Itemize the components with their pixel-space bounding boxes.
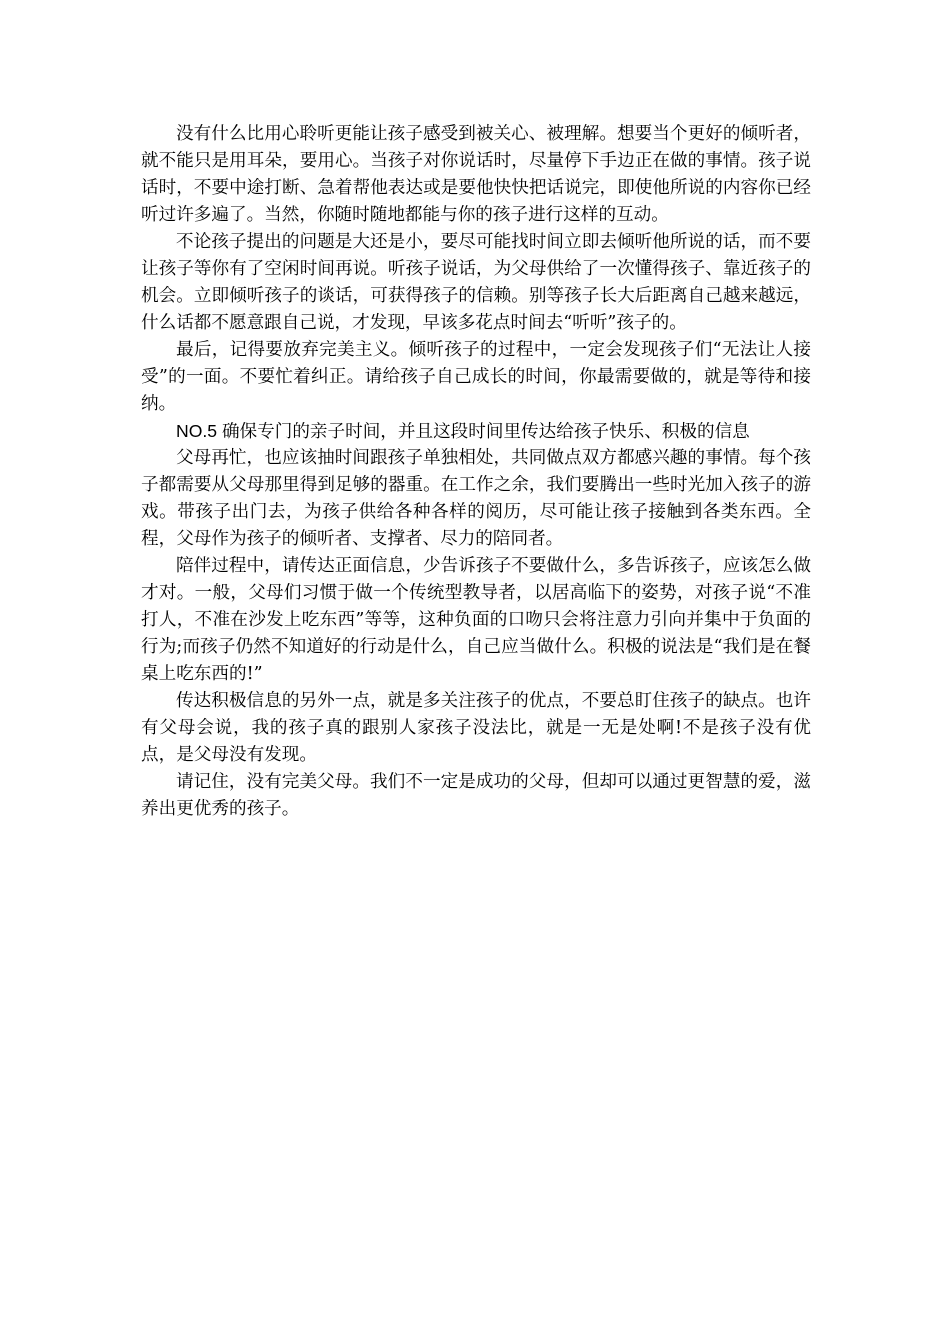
paragraph-parent-child-time: 父母再忙，也应该抽时间跟孩子单独相处，共同做点双方都感兴趣的事情。每个孩子都需要从父母那里得到足够的器重。在工作之余，我们要腾出一些时光加入孩子的游戏。带孩子出门去，为孩子供给各种各样的阅历，尽可能让孩子接触到各类东西。全程，父母作为孩子的倾听者、支撑者、尽力的陪同者。 xyxy=(141,448,811,549)
paragraph-abandon-perfectionism: 最后，记得要放弃完美主义。倾听孩子的过程中，一定会发现孩子们“无法让人接受”的一面。不要忙着纠正。请给孩子自己成长的时间，你最需要做的，就是等待和接纳。 xyxy=(141,340,811,414)
paragraph-no-perfect-parents: 请记住，没有完美父母。我们不一定是成功的父母，但却可以通过更智慧的爱，滋养出更优秀的孩子。 xyxy=(141,772,811,819)
paragraph-listening-with-heart: 没有什么比用心聆听更能让孩子感受到被关心、被理解。想要当个更好的倾听者，就不能只是用耳朵，要用心。当孩子对你说话时，尽量停下手边正在做的事情。孩子说话时，不要中途打断、急着帮他表达或是要他快快把话说完，即使他所说的内容你已经听过许多遍了。当然，你随时随地都能与你的孩子进行这样的互动。 xyxy=(141,124,811,225)
section-heading-no5: NO.5 确保专门的亲子时间，并且这段时间里传达给孩子快乐、积极的信息 xyxy=(176,421,750,441)
paragraph-focus-on-strengths: 传达积极信息的另外一点，就是多关注孩子的优点，不要总盯住孩子的缺点。也许有父母会说，我的孩子真的跟别人家孩子没法比，就是一无是处啊!不是孩子没有优点，是父母没有发现。 xyxy=(141,691,811,765)
paragraph-listen-immediately: 不论孩子提出的问题是大还是小，要尽可能找时间立即去倾听他所说的话，而不要让孩子等你有了空闲时间再说。听孩子说话，为父母供给了一次懂得孩子、靠近孩子的机会。立即倾听孩子的谈话，可获得孩子的信赖。别等孩子长大后距离自己越来越远，什么话都不愿意跟自己说，才发现，早该多花点时间去“听听”孩子的。 xyxy=(141,232,811,333)
document-body xyxy=(141,121,811,823)
paragraph-positive-messages: 陪伴过程中，请传达正面信息，少告诉孩子不要做什么，多告诉孩子，应该怎么做才对。一般，父母们习惯于做一个传统型教导者，以居高临下的姿势，对孩子说“不准打人，不准在沙发上吃东西”等等，这种负面的口吻只会将注意力引向并集中于负面的行为;而孩子仍然不知道好的行动是什么，自己应当做什么。积极的说法是“我们是在餐桌上吃东西的!” xyxy=(141,556,811,684)
